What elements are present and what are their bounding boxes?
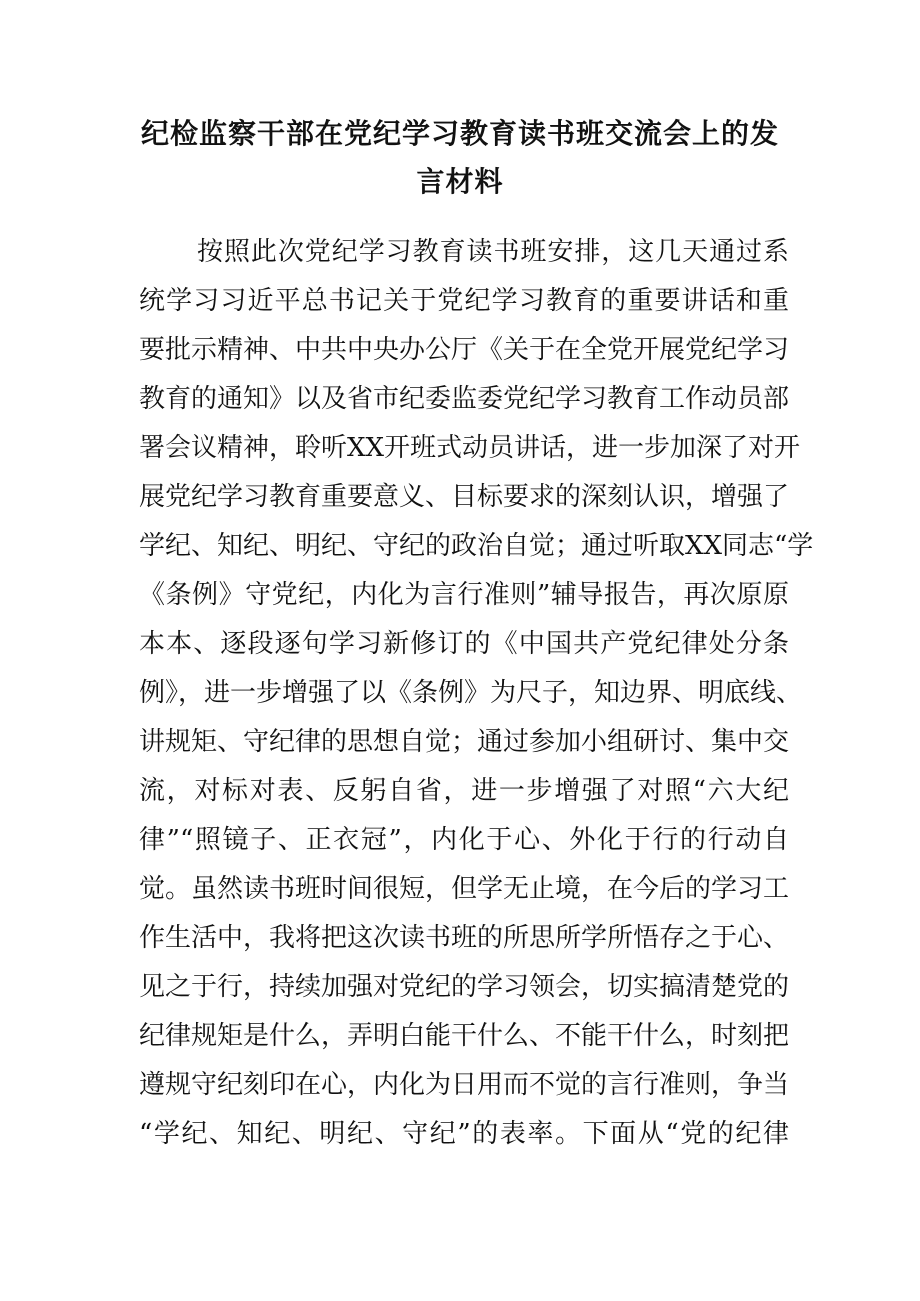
paragraph-line: 教育的通知》以及省市纪委监委党纪学习教育工作动员部 [139, 384, 790, 414]
title-line: 纪检监察干部在党纪学习教育读书班交流会上的发 [140, 117, 779, 150]
paragraph-line: 讲规矩、守纪律的思想自觉；通过参加小组研讨、集中交 [139, 727, 790, 757]
paragraph-line: 《条例》守党纪，内化为言行准则”辅导报告，再次原原 [139, 580, 789, 610]
document-title [140, 110, 780, 206]
paragraph-line: 律”“照镜子、正衣冠”，内化于心、外化于行的行动自 [139, 825, 789, 855]
paragraph-line: 学纪、知纪、明纪、守纪的政治自觉；通过听取XX同志“学 [139, 531, 814, 561]
paragraph-line: 流，对标对表、反躬自省，进一步增强了对照“六大纪 [139, 776, 789, 806]
paragraph-line: 按照此次党纪学习教育读书班安排，这几天通过系 [197, 237, 789, 267]
paragraph-line: “学纪、知纪、明纪、守纪”的表率。下面从“党的纪律 [139, 1119, 789, 1149]
paragraph-line: 纪律规矩是什么，弄明白能干什么、不能干什么，时刻把 [139, 1021, 790, 1051]
paragraph-line: 遵规守纪刻印在心，内化为日用而不觉的言行准则，争当 [139, 1070, 790, 1100]
paragraph-line: 本本、逐段逐句学习新修订的《中国共产党纪律处分条 [139, 629, 789, 659]
title-line: 言材料 [416, 165, 504, 198]
paragraph-line: 署会议精神，聆听XX开班式动员讲话，进一步加深了对开 [139, 433, 801, 463]
paragraph-line: 见之于行，持续加强对党纪的学习领会，切实搞清楚党的 [139, 972, 790, 1002]
paragraph-line: 统学习习近平总书记关于党纪学习教育的重要讲话和重 [139, 286, 789, 316]
paragraph-line: 觉。虽然读书班时间很短，但学无止境，在今后的学习工 [139, 874, 790, 904]
paragraph-line: 展党纪学习教育重要意义、目标要求的深刻认识，增强了 [139, 482, 790, 512]
paragraph-line: 要批示精神、中共中央办公厅《关于在全党开展党纪学习 [139, 335, 790, 365]
paragraph-line: 作生活中，我将把这次读书班的所思所学所悟存之于心、 [139, 923, 790, 953]
paragraph-line: 例》，进一步增强了以《条例》为尺子，知边界、明底线、 [139, 678, 803, 708]
document-body [139, 228, 814, 1159]
